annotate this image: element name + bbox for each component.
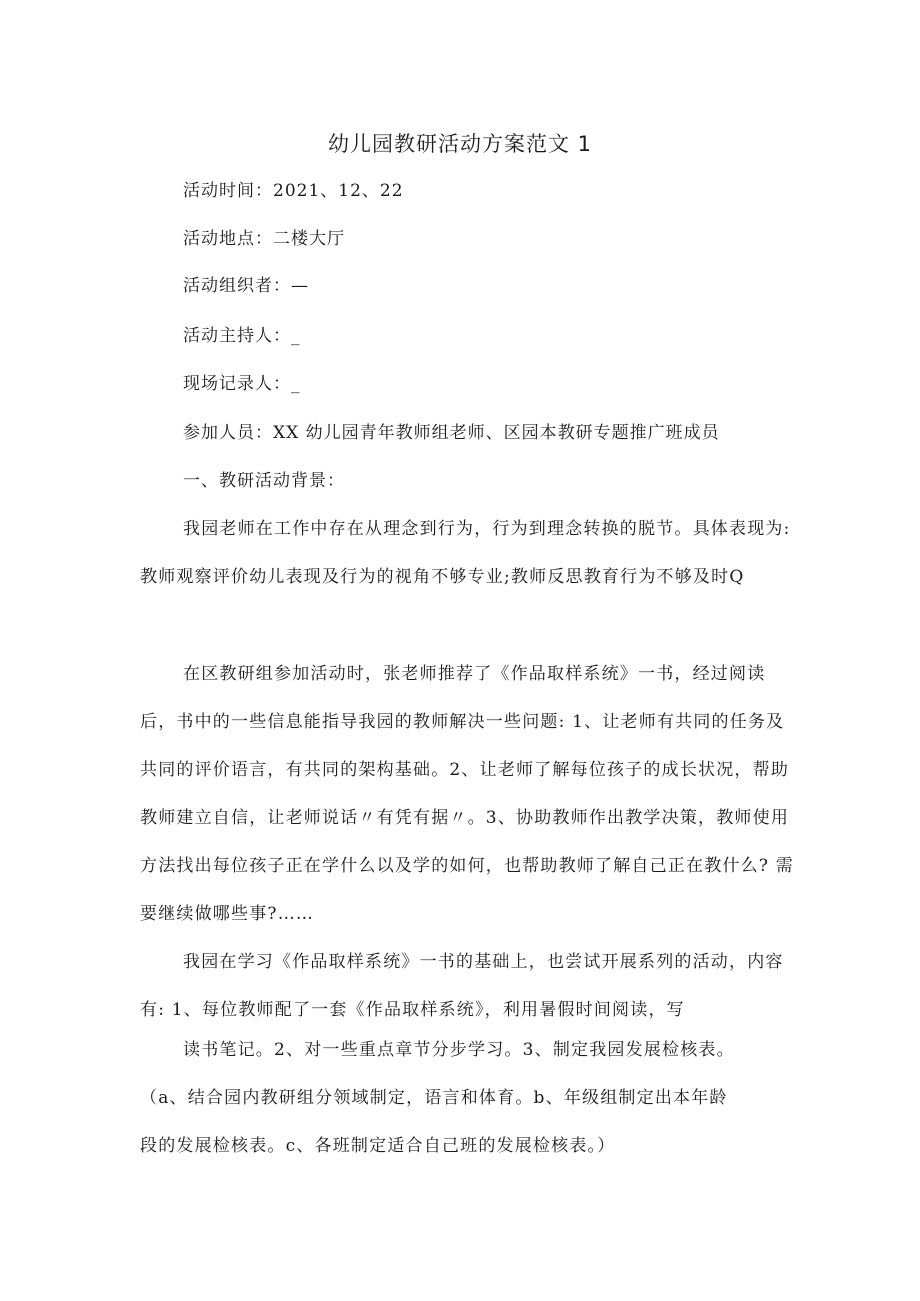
section-heading: 一、教研活动背景： — [183, 471, 345, 491]
activity-host: 活动主持人：_ — [183, 326, 301, 346]
activity-participants: 参加人员：XX 幼儿园青年教师组老师、区园本教研专题推广班成员 — [183, 423, 720, 443]
paragraph-book-recommendation: 在区教研组参加活动时，张老师推荐了《作品取样系统》一书，经过阅读后，书中的一些信息能指导我园的教师解决一些问题: 1、让老师有共同的任务及共同的评价语言，有共同的架构基础。2、让老师了解每位孩子的成长状况，帮助教师建立自信，让老师说话〃有凭有据〃。3、协助教师作出教学决策，教师使用方法找出每位孩子正在学什么以及学的如何，也帮助教师了解自己正在教什么? 需要继续做哪些事?…… — [140, 664, 794, 924]
continuation-line-2: （a、结合园内教研组分领域制定，语言和体育。b、年级组制定出本年龄 — [140, 1088, 728, 1108]
continuation-line-1: 读书笔记。2、对一些重点章节分步学习。3、制定我园发展检核表。 — [183, 1040, 735, 1060]
activity-time: 活动时间：2021、12、22 — [183, 181, 404, 201]
paragraph-activities: 我园在学习《作品取样系统》一书的基础上，也尝试开展系列的活动，内容有: 1、每位教师配了一套《作品取样系统》，利用暑假时间阅读，写 — [140, 952, 784, 1020]
continuation-line-3: 段的发展检核表。c、各班制定适合自己班的发展检核表。） — [140, 1136, 616, 1156]
activity-recorder: 现场记录人：_ — [183, 374, 301, 394]
document-title: 幼儿园教研活动方案范文 1 — [327, 132, 593, 156]
paragraph-background: 我园老师在工作中存在从理念到行为，行为到理念转换的脱节。具体表现为: 教师观察评价幼儿表现及行为的视角不够专业;教师反思教育行为不够及时Q — [140, 519, 791, 587]
activity-organizer: 活动组织者：— — [183, 276, 309, 296]
activity-place: 活动地点：二楼大厅 — [183, 229, 345, 249]
